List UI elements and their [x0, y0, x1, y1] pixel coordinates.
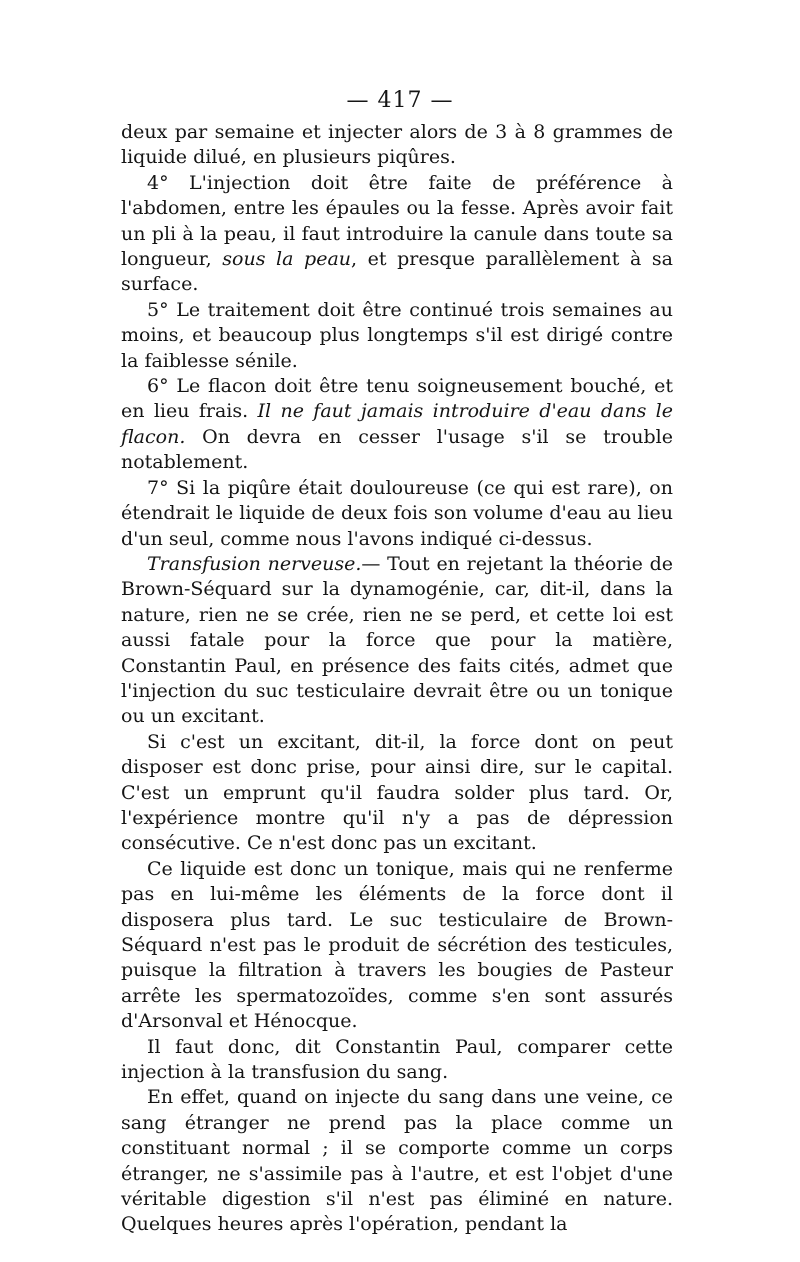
- paragraph-item-6: 6° Le flacon doit être tenu soigneusement bouché, et en lieu frais. Il ne faut jamais introduire d'eau dans le flacon. On devra en cesser l'usage s'il se trouble notablement.: [121, 375, 673, 474]
- paragraph-transfusion-nerveuse: Transfusion nerveuse.— Tout en rejetant la théorie de Brown-Séquard sur la dynamogénie, car, dit-il, dans la nature, rien ne se crée, rien ne se perd, et cette loi est aussi fatale pour la force que pour la matière, Constantin Paul, en présence des faits cités, admet que l'injection du suc testiculaire devrait être ou un tonique ou un excitant.: [121, 552, 674, 728]
- section-heading: Transfusion nerveuse.: [147, 552, 362, 575]
- paragraph-comparaison: Il faut donc, dit Constantin Paul, comparer cette injection à la transfusion du sang.: [121, 1035, 673, 1084]
- paragraph-item-7: 7° Si la piqûre était douloureuse (ce qui est rare), on étendrait le liquide de deux fois son volume d'eau au lieu d'un seul, comme nous l'avons indiqué ci-dessus.: [121, 476, 673, 550]
- paragraph-excitant: Si c'est un excitant, dit-il, la force dont on peut disposer est donc prise, pour ainsi dire, sur le capital. C'est un emprunt qu'il faudra solder plus tard. Or, l'expérience montre qu'il n'y a pas de dépression consécutive. Ce n'est donc pas un excitant.: [121, 730, 673, 855]
- body-text: [121, 120, 673, 1238]
- paragraph-tonique: Ce liquide est donc un tonique, mais qui ne renferme pas en lui-même les éléments de la force dont il disposera plus tard. Le suc testiculaire de Brown-Séquard n'est pas le produit de sécrétion des testicules, puisque la filtration à travers les bougies de Pasteur arrête les spermatozoïdes, comme s'en sont assurés d'Arsonval et Hénocque.: [121, 857, 673, 1033]
- page-number: — 417 —: [346, 88, 454, 113]
- paragraph-en-effet: En effet, quand on injecte du sang dans une veine, ce sang étranger ne prend pas la place comme un constituant normal ; il se comporte comme un corps étranger, ne s'assimile pas à l'autre, et est l'objet d'une véritable digestion s'il n'est pas éliminé en nature. Quelques heures après l'opération, pendant la: [121, 1086, 673, 1236]
- paragraph-1: deux par semaine et injecter alors de 3 à 8 grammes de liquide dilué, en plusieurs piqûres.: [121, 121, 673, 169]
- paragraph-item-4: 4° L'injection doit être faite de préférence à l'abdomen, entre les épaules ou la fesse. Après avoir fait un pli à la peau, il faut introduire la canule dans toute sa longueur, sous la peau, et presque parallèlement à sa surface.: [121, 171, 673, 296]
- paragraph-item-5: 5° Le traitement doit être continué trois semaines au moins, et beaucoup plus longtemps s'il est dirigé contre la faiblesse sénile.: [121, 298, 673, 372]
